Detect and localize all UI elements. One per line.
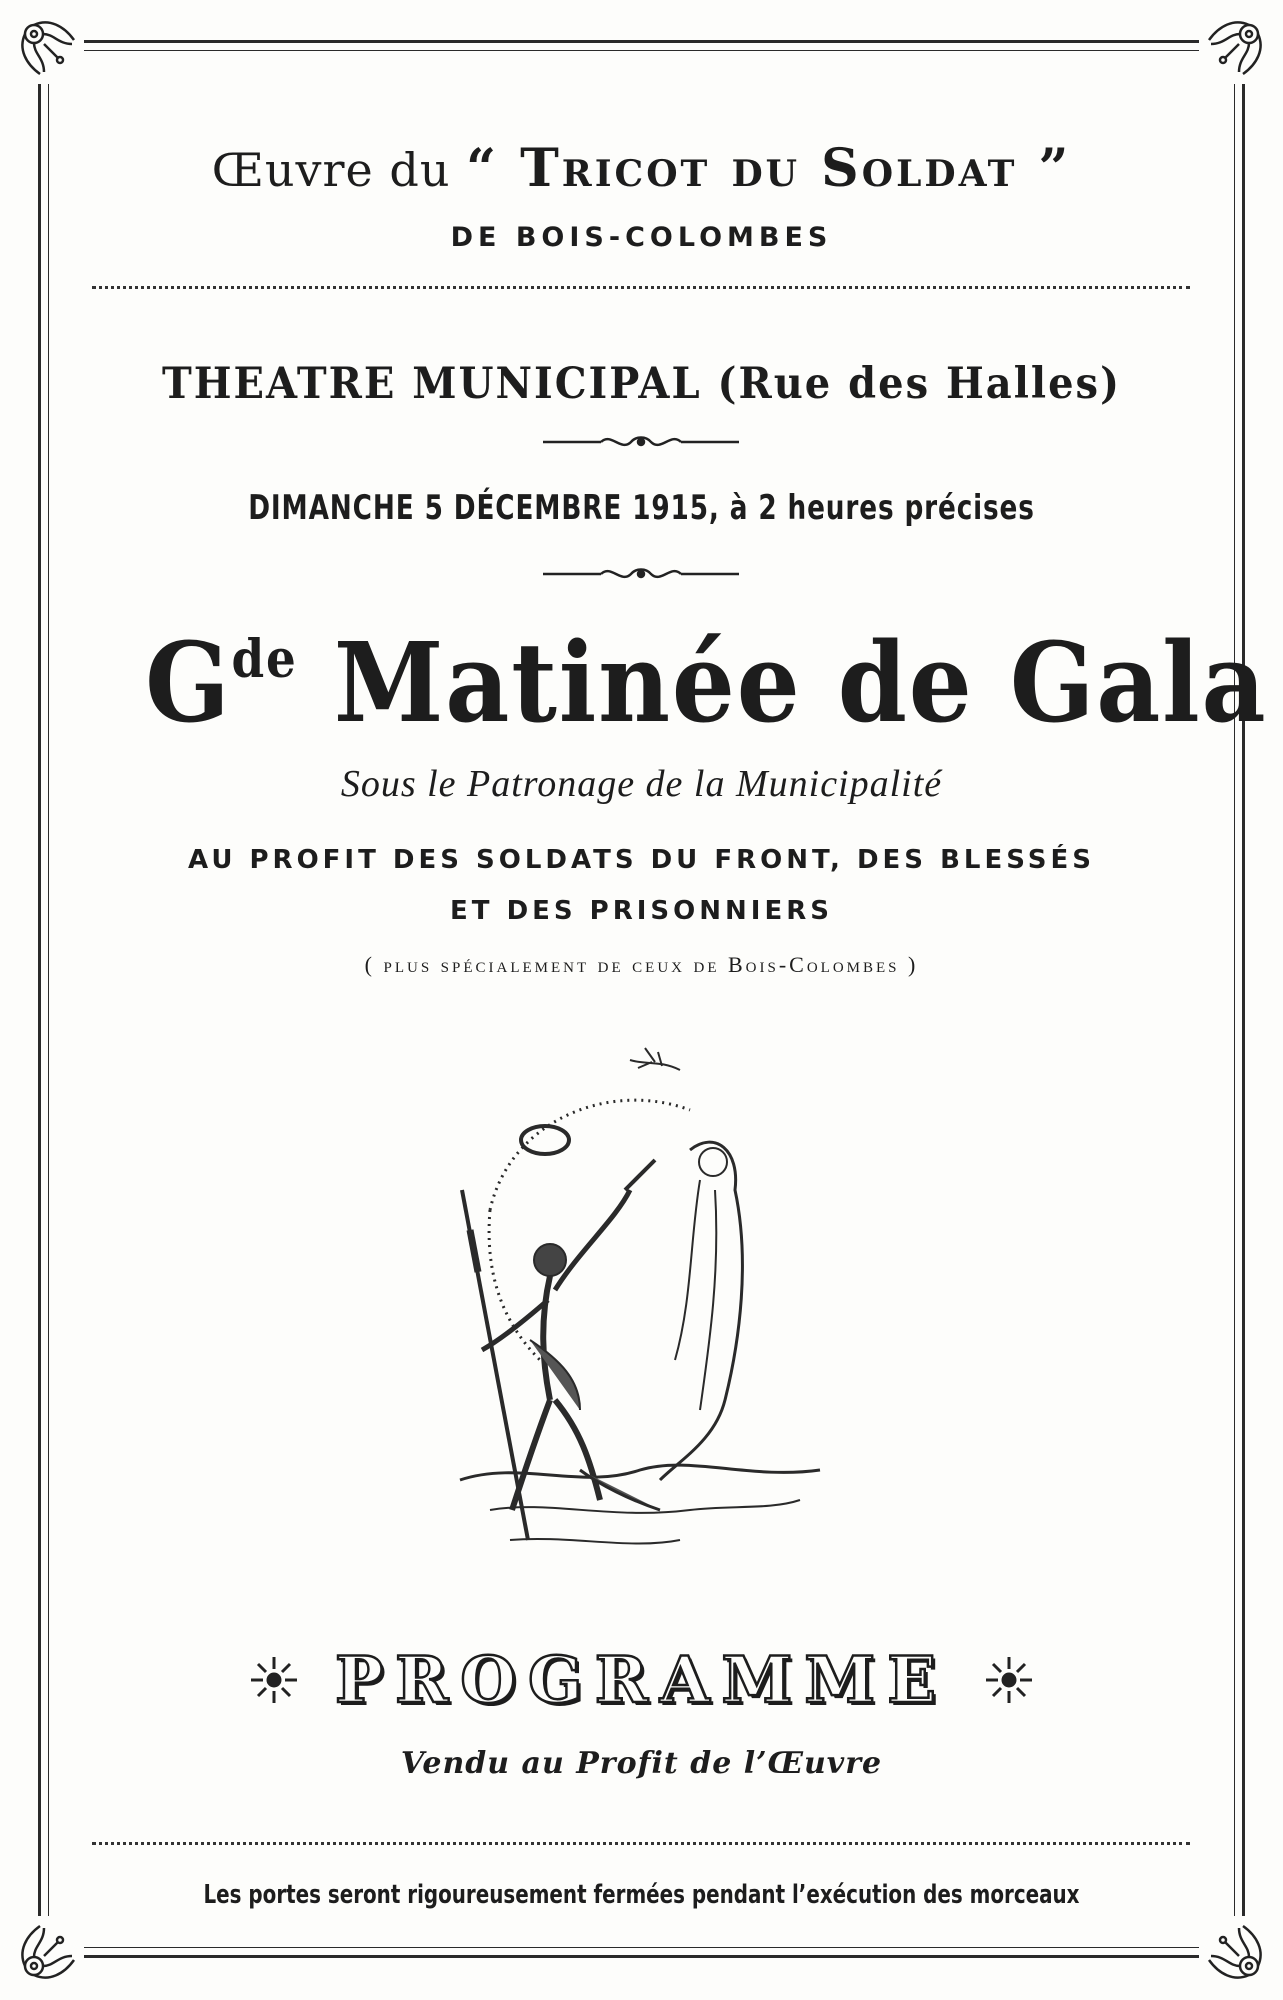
dotted-divider [92,286,1190,289]
corner-ornament-icon [14,14,84,84]
beneficiary-line-2: ET DES PRISONNIERS [450,896,833,926]
event-title-superscript: de [231,629,298,690]
programme-heading [90,1640,1193,1720]
event-title-main: Matinée de Gala [297,618,1268,747]
flourish-divider-icon [541,562,741,586]
corner-ornament-icon [14,1916,84,1986]
flourish-divider-icon [541,430,741,454]
venue-name: THEATRE MUNICIPAL (Rue des Halles) [161,358,1122,409]
event-title-initial: G [145,618,232,747]
dotted-divider [92,1842,1190,1845]
event-date: DIMANCHE 5 DÉCEMBRE 1915, à 2 heures précises [248,488,1035,528]
beneficiary-note: ( plus spécialement de ceux de Bois-Colombes ) [364,952,919,977]
sun-star-icon [249,1655,299,1705]
organization-title [90,138,1193,199]
organization-location: DE BOIS-COLOMBES [450,222,833,253]
organization-name: “ Tricot du Soldat ” [466,138,1072,199]
patronage-line: Sous le Patronage de la Municipalité [340,763,943,805]
programme-title: PROGRAMME [334,1642,949,1718]
corner-ornament-icon [1199,14,1269,84]
soldier-victory-illustration [430,1040,840,1580]
programme-subtitle: Vendu au Profit de l’Œuvre [400,1746,883,1781]
beneficiary-line-1: AU PROFIT DES SOLDATS DU FRONT, DES BLESSÉS [188,845,1095,875]
event-title [145,618,1268,747]
organization-prefix: Œuvre du [211,143,451,197]
sun-star-icon [984,1655,1034,1705]
corner-ornament-icon [1199,1916,1269,1986]
door-notice: Les portes seront rigoureusement fermées pendant l’exécution des morceaux [203,1880,1080,1910]
